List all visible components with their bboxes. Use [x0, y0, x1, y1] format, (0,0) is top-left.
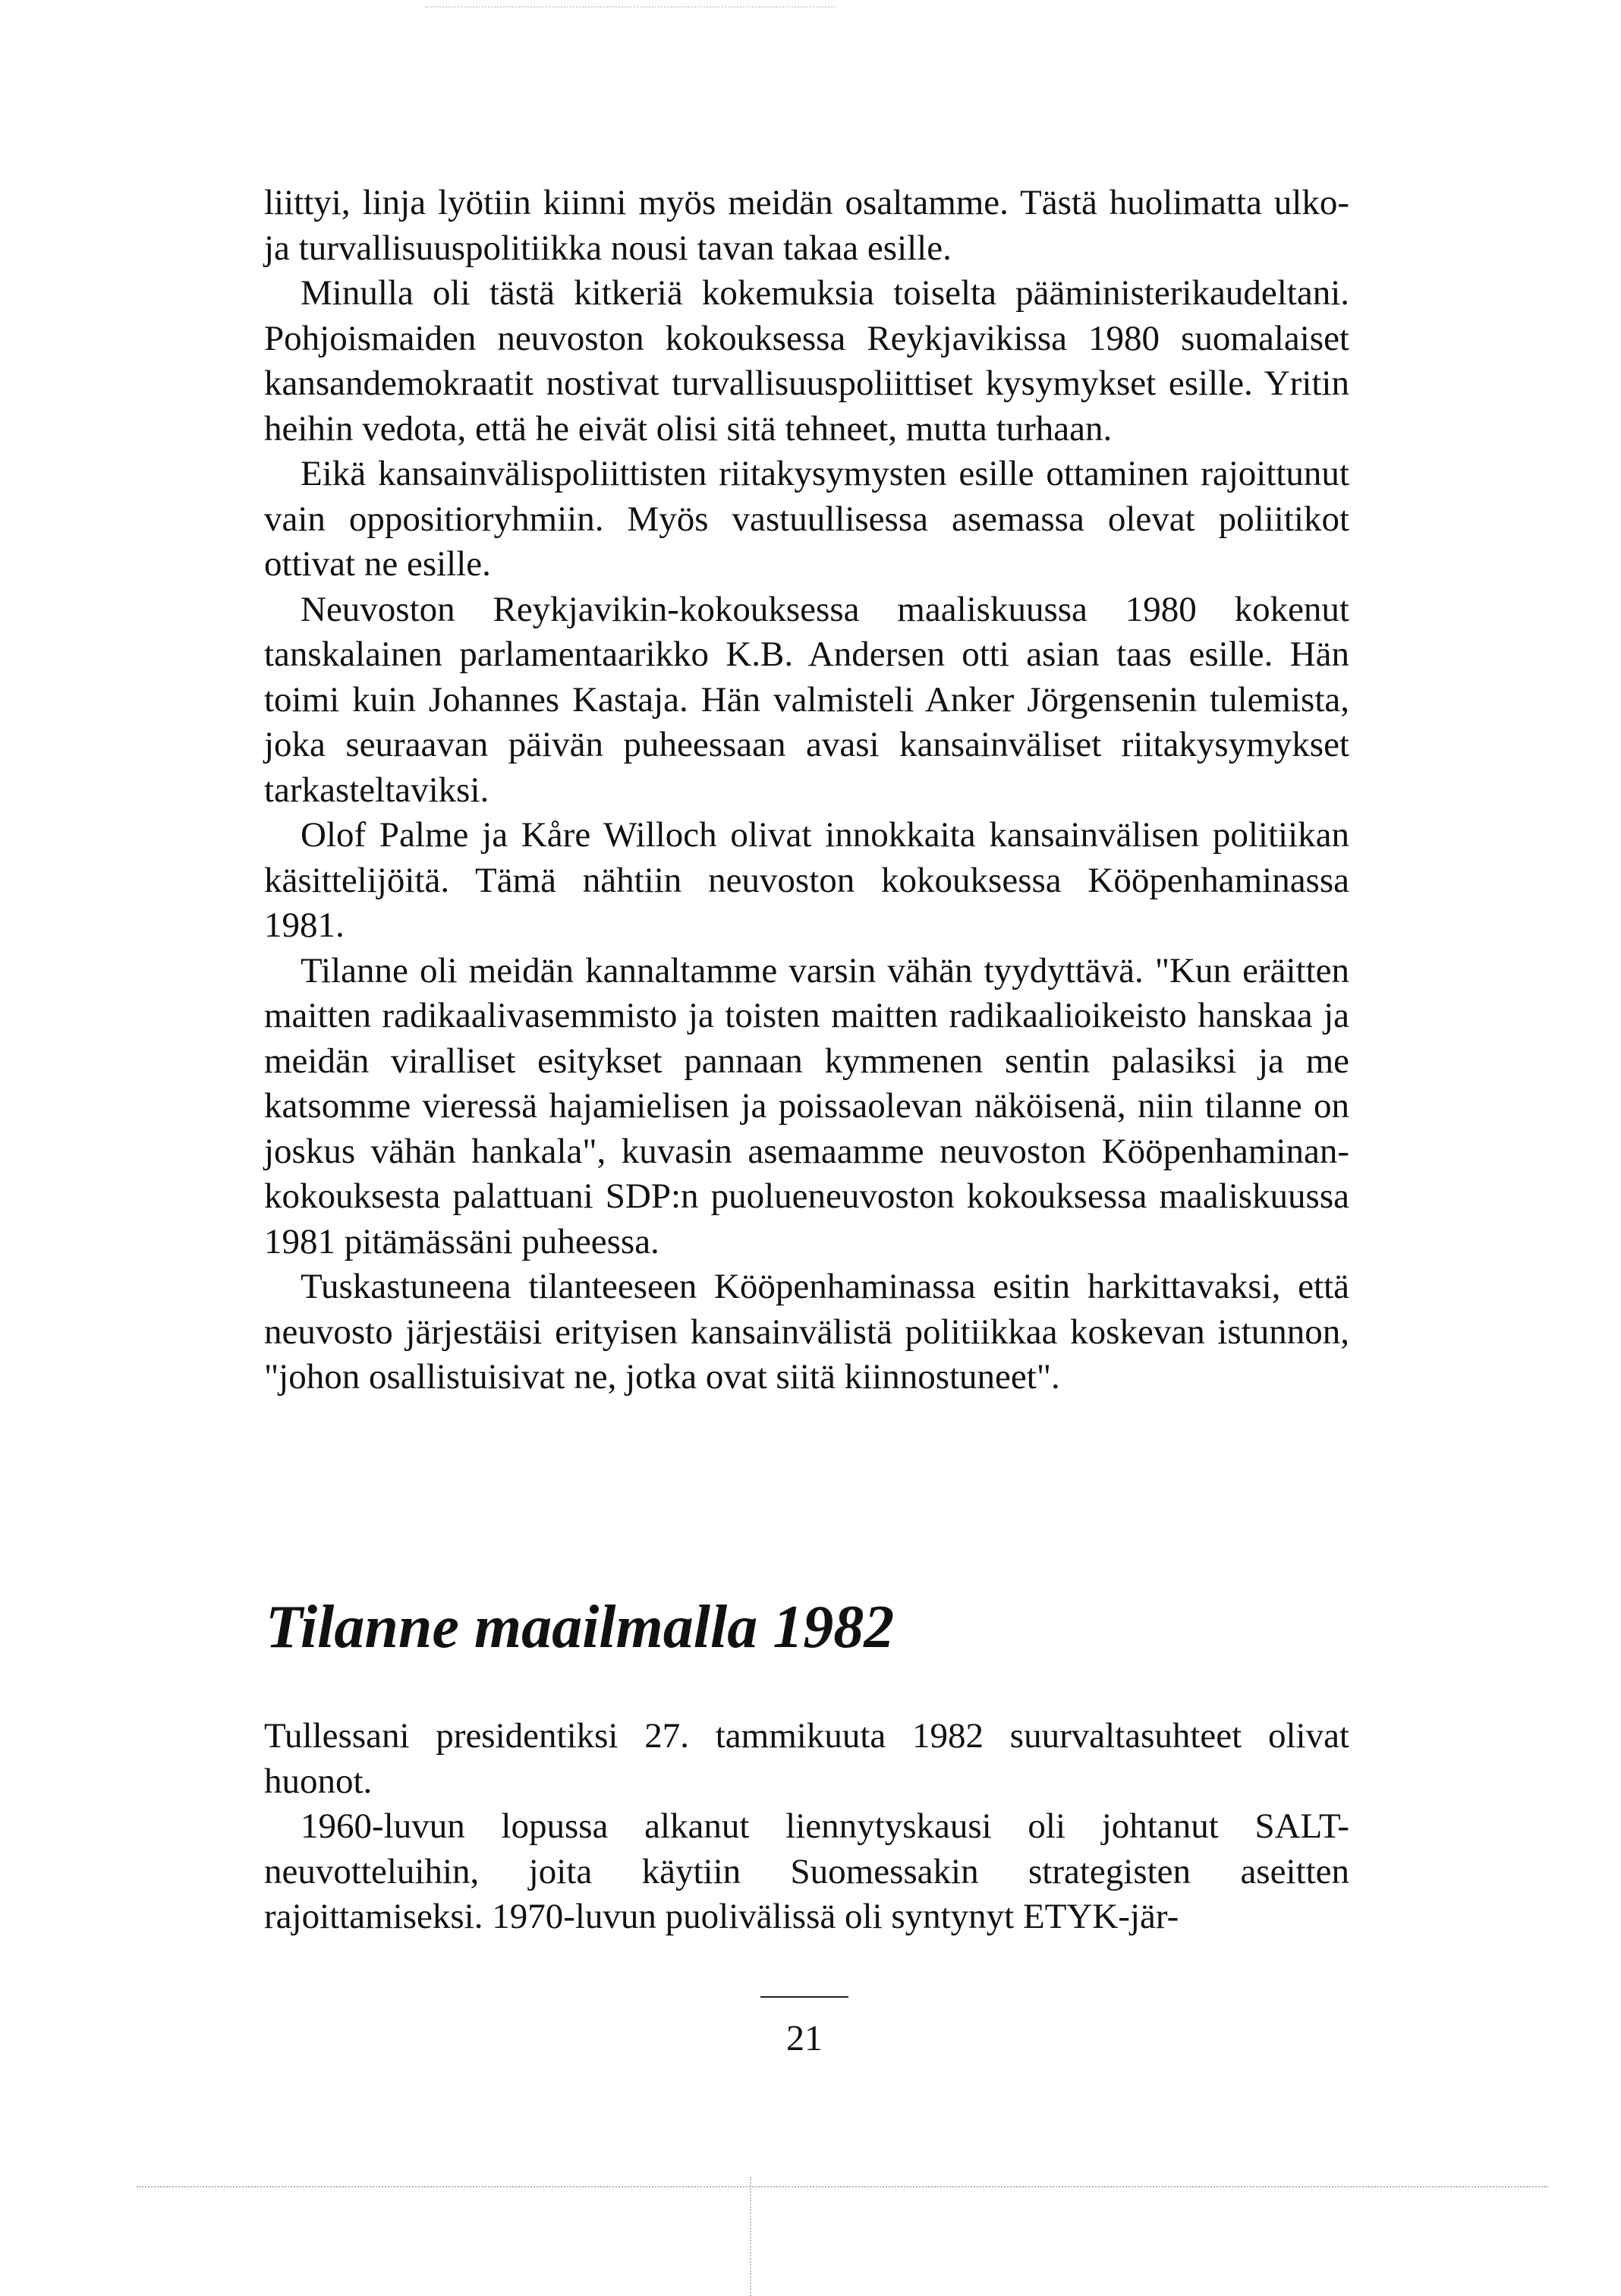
paragraph: 1960-luvun lopussa alkanut liennytyskausi oli johtanut SALT-neuvotteluihin, joita käytiin Suomessakin strategisten aseitten rajoittamiseksi. 1970-luvun puolivälissä oli syntynyt ETYK-jär-	[264, 1806, 1349, 1936]
scan-artifact-line	[137, 2186, 1548, 2187]
paragraph: Tuskastuneena tilanteeseen Kööpenhaminassa esitin harkittavaksi, että neuvosto järjestäisi erityisen kansainvälistä politiikkaa koskevan istunnon, "johon osallistuisivat ne, jotka ovat siitä kiinnostuneet".	[264, 1267, 1349, 1397]
body-text-bottom	[264, 1714, 1349, 1940]
page-number: 21	[786, 2018, 823, 2058]
scan-artifact-top	[425, 6, 835, 8]
paragraph: Tullessani presidentiksi 27. tammikuuta 1982 suurvaltasuhteet olivat huonot.	[264, 1716, 1349, 1801]
paragraph: Tilanne oli meidän kannaltamme varsin vähän tyydyttävä. "Kun eräitten maitten radikaalivasemmisto ja toisten maitten radikaalioikeisto hanskaa ja meidän viralliset esitykset pannaan kymmenen sentin palasiksi ja me katsomme vieressä hajamielisen ja poissaolevan näköisenä, niin tilanne on joskus vähän hankala", kuvasin asemaamme neuvoston Kööpenhaminan-kokouksesta palattuani SDP:n puolueneuvoston kokouksessa maaliskuussa 1981 pitämässäni puheessa.	[264, 950, 1349, 1261]
body-text-top	[264, 181, 1349, 1400]
scan-artifact-vertical	[750, 2177, 751, 2296]
paragraph: Olof Palme ja Kåre Willoch olivat innokkaita kansainvälisen politiikan käsittelijöitä. Tämä nähtiin neuvoston kokouksessa Kööpenhaminassa 1981.	[264, 815, 1349, 945]
paragraph: liittyi, linja lyötiin kiinni myös meidän osaltamme. Tästä huolimatta ulko- ja turvallisuuspolitiikka nousi tavan takaa esille.	[264, 183, 1349, 268]
paragraph: Minulla oli tästä kitkeriä kokemuksia toiselta pääministerikaudeltani. Pohjoismaiden neuvoston kokouksessa Reykjavikissa 1980 suomalaiset kansandemokraatit nostivat turvallisuuspoliittiset kysymykset esille. Yritin heihin vedota, että he eivät olisi sitä tehneet, mutta turhaan.	[264, 273, 1349, 449]
page-number-rule	[760, 1996, 848, 1998]
paragraph: Neuvoston Reykjavikin-kokouksessa maaliskuussa 1980 kokenut tanskalainen parlamentaarikko K.B. Andersen otti asian taas esille. Hän toimi kuin Johannes Kastaja. Hän valmisteli Anker Jörgensenin tulemista, joka seuraavan päivän puheessaan avasi kansainväliset riitakysymykset tarkasteltaviksi.	[264, 589, 1349, 810]
paragraph: Eikä kansainvälispoliittisten riitakysymysten esille ottaminen rajoittunut vain oppositioryhmiin. Myös vastuullisessa asemassa olevat poliitikot ottivat ne esille.	[264, 454, 1349, 584]
section-heading: Tilanne maailmalla 1982	[266, 1594, 895, 1661]
